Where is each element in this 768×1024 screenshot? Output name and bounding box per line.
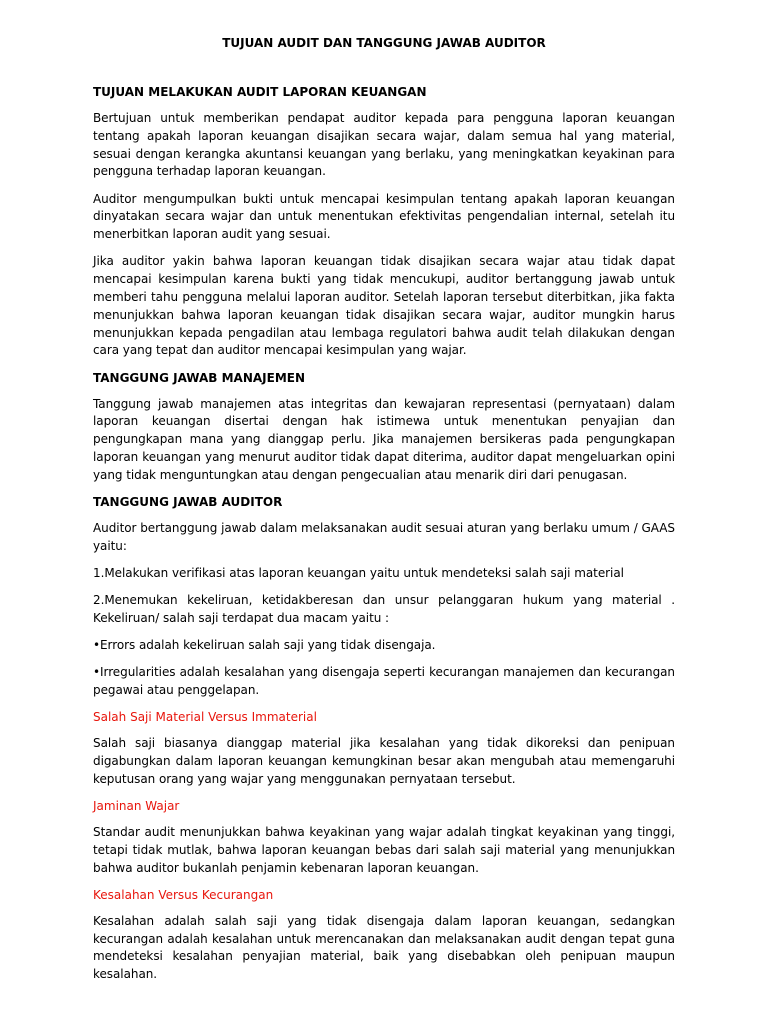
paragraph: Auditor bertanggung jawab dalam melaksanakan audit sesuai aturan yang berlaku umum / GAAS yaitu:	[93, 520, 675, 553]
bullet-item: •Errors adalah kekeliruan salah saji yang tidak disengaja.	[93, 638, 436, 653]
paragraph: Standar audit menunjukkan bahwa keyakinan yang wajar adalah tingkat keyakinan yang tinggi, tetapi tidak mutlak, bahwa laporan keuangan bebas dari salah saji material yang menunjukkan bahwa auditor bukanlah penjamin kebenaran laporan keuangan.	[93, 825, 675, 875]
subheading-red: Salah Saji Material Versus Immaterial	[93, 710, 317, 725]
paragraph: Salah saji biasanya dianggap material jika kesalahan yang tidak dikoreksi dan penipuan digabungkan dalam laporan keuangan kemungkinan besar akan mengubah atau memengaruhi keputusan orang yang wajar yang menggunakan pernyataan tersebut.	[93, 736, 675, 786]
document-title: TUJUAN AUDIT DAN TANGGUNG JAWAB AUDITOR	[222, 36, 546, 50]
paragraph: Auditor mengumpulkan bukti untuk mencapai kesimpulan tentang apakah laporan keuangan dinyatakan secara wajar dan untuk menentukan efektivitas pengendalian internal, setelah itu menerbitkan laporan audit yang sesuai.	[93, 191, 675, 242]
section-heading: TUJUAN MELAKUKAN AUDIT LAPORAN KEUANGAN	[93, 85, 427, 99]
list-item: 1.Melakukan verifikasi atas laporan keuangan yaitu untuk mendeteksi salah saji material	[93, 565, 624, 580]
subheading-red: Kesalahan Versus Kecurangan	[93, 887, 274, 902]
subheading-red: Jaminan Wajar	[93, 799, 180, 814]
paragraph: Jika auditor yakin bahwa laporan keuangan tidak disajikan secara wajar atau tidak dapat mencapai kesimpulan karena bukti yang tidak mencukupi, auditor bertanggung jawab untuk memberi tahu pengguna melalui laporan auditor. Setelah laporan tersebut diterbitkan, jika fakta menunjukkan bahwa laporan keuangan tidak disajikan secara wajar, auditor mungkin harus menunjukkan kepada pengadilan atau lembaga regulatori bahwa audit telah dilakukan dengan cara yang tepat dan auditor mencapai kesimpulan yang wajar.	[93, 254, 675, 358]
list-item: 2.Menemukan kekeliruan, ketidakberesan dan unsur pelanggaran hukum yang material . Kekeliruan/ salah saji terdapat dua macam yaitu :	[93, 593, 675, 625]
bullet-item: •Irregularities adalah kesalahan yang disengaja seperti kecurangan manajemen dan kecurangan pegawai atau penggelapan.	[93, 665, 675, 698]
paragraph: Kesalahan adalah salah saji yang tidak disengaja dalam laporan keuangan, sedangkan kecurangan adalah kesalahan untuk merencanakan dan melaksanakan audit dengan tepat guna mendeteksi kesalahan penyajian material, baik yang disebabkan oleh penipuan maupun kesalahan.	[93, 913, 675, 982]
paragraph: Bertujuan untuk memberikan pendapat auditor kepada para pengguna laporan keuangan tentang apakah laporan keuangan disajikan secara wajar, dalam semua hal yang material, sesuai dengan kerangka akuntansi keuangan yang berlaku, yang meningkatkan keyakinan para pengguna terhadap laporan keuangan.	[93, 111, 675, 179]
section-heading: TANGGUNG JAWAB MANAJEMEN	[93, 370, 306, 385]
paragraph: Tanggung jawab manajemen atas integritas dan kewajaran representasi (pernyataan) dalam laporan keuangan disertai dengan hak istimewa untuk menentukan penyajian dan pengungkapan mana yang dianggap perlu. Jika manajemen bersikeras pada pengungkapan laporan keuangan yang menurut auditor tidak dapat diterima, auditor dapat mengeluarkan opini yang tidak menguntungkan atau dengan pengecualian atau menarik diri dari penugasan.	[93, 396, 675, 482]
section-heading: TANGGUNG JAWAB AUDITOR	[93, 494, 283, 509]
